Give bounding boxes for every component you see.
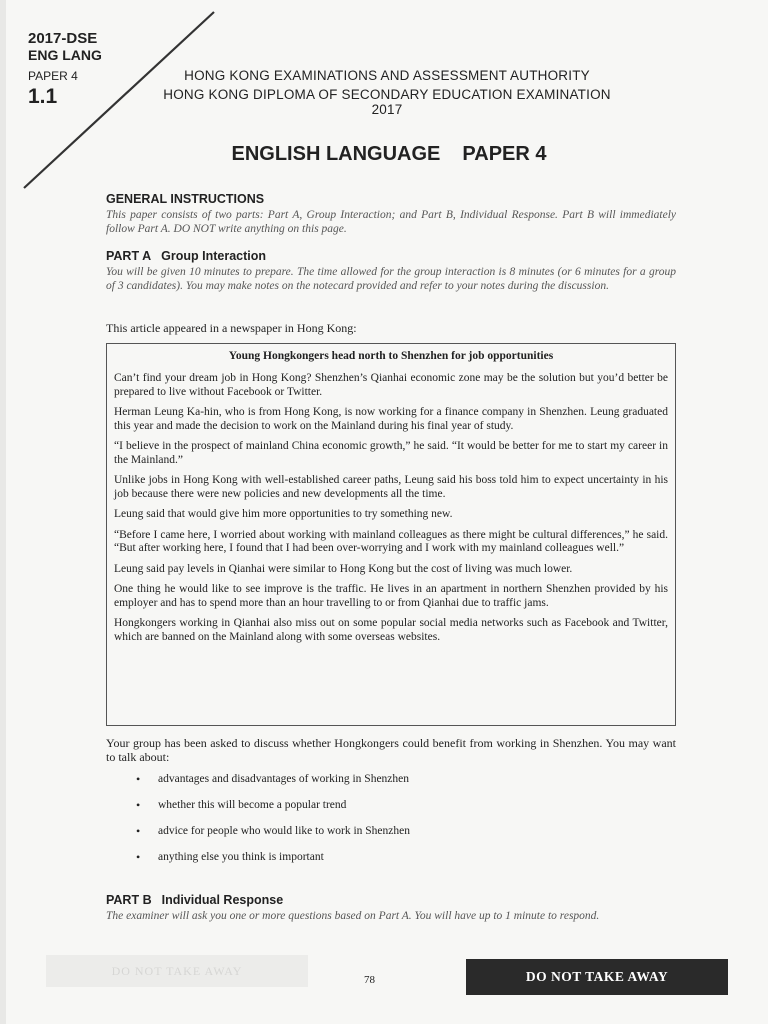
part-a-title: Group Interaction xyxy=(161,249,267,263)
bullet-icon: • xyxy=(136,798,141,812)
exam-year-code: 2017-DSE xyxy=(28,30,98,47)
part-a-label: PART A xyxy=(106,249,152,263)
article-paragraph: “I believe in the prospect of mainland China economic growth,” he said. “It would be better for me to start my career in the Mainland.” xyxy=(114,440,668,466)
part-b-title: Individual Response xyxy=(161,893,284,907)
paper-code: PAPER 4 xyxy=(28,69,78,83)
discussion-point: • advice for people who would like to work in Shenzhen xyxy=(136,824,410,838)
general-instructions-text: This paper consists of two parts: Part A, Group Interaction; and Part B, Individual Response. Part B will immediately follow Part A. DO NOT write anything on this page. xyxy=(106,209,676,235)
paper-version: 1.1 xyxy=(28,85,58,108)
do-not-take-away-banner: DO NOT TAKE AWAY xyxy=(466,959,728,995)
article-paragraph: Leung said that would give him more opportunities to try something new. xyxy=(114,508,453,520)
part-b-instructions: The examiner will ask you one or more questions based on Part A. You will have up to 1 minute to respond. xyxy=(106,910,600,922)
article-headline: Young Hongkongers head north to Shenzhen for job opportunities xyxy=(228,350,554,362)
part-a-instructions: You will be given 10 minutes to prepare. The time allowed for the group interaction is 8 minutes (or 6 minutes for a group of 3 candidates). You may make notes on the notecard provided and refer to your notes during the discussion. xyxy=(106,266,676,292)
discussion-point: • advantages and disadvantages of working in Shenzhen xyxy=(136,772,410,786)
exam-name: HONG KONG DIPLOMA OF SECONDARY EDUCATION EXAMINATION 2017 xyxy=(163,87,611,117)
bullet-icon: • xyxy=(136,772,141,786)
part-b-label: PART B xyxy=(106,893,152,907)
subject-code: ENG LANG xyxy=(28,47,102,63)
part-a-heading xyxy=(106,249,266,263)
bullet-icon: • xyxy=(136,850,141,864)
discussion-point: • whether this will become a popular trend xyxy=(136,798,347,812)
general-instructions-heading: GENERAL INSTRUCTIONS xyxy=(106,192,265,206)
article-paragraph: Can’t find your dream job in Hong Kong? Shenzhen’s Qianhai economic zone may be the solution but you’d better be prepared to live without Facebook or Twitter. xyxy=(114,372,668,398)
bullet-icon: • xyxy=(136,824,141,838)
part-b-heading xyxy=(106,893,283,907)
article-paragraph: “Before I came here, I worried about working with mainland colleagues as there might be cultural differences,” he said. “But after working here, I found that I had been over-worrying and I work with my mainland colleagues well.” xyxy=(114,528,668,554)
faded-do-not-take-away-label: DO NOT TAKE AWAY xyxy=(46,955,308,987)
article-box xyxy=(106,343,676,726)
article-paragraph: One thing he would like to see improve is the traffic. He lives in an apartment in northern Shenzhen provided by his employer and has to spend more than an hour travelling to or from Qianhai due to traffic jams. xyxy=(114,583,668,609)
article-paragraph: Hongkongers working in Qianhai also miss out on some popular social media networks such as Facebook and Twitter, which are banned on the Mainland along with some overseas websites. xyxy=(114,617,668,643)
paper-title-number: PAPER 4 xyxy=(462,143,547,165)
paper-title-subject: ENGLISH LANGUAGE xyxy=(231,143,441,165)
discussion-prompt: Your group has been asked to discuss whether Hongkongers could benefit from working in Shenzhen. You may want to talk about: xyxy=(106,736,676,764)
article-paragraph: Herman Leung Ka-hin, who is from Hong Kong, is now working for a finance company in Shenzhen. Leung graduated this year and made the decision to work on the Mainland during his final year of study. xyxy=(114,406,668,432)
article-paragraph: Unlike jobs in Hong Kong with well-established career paths, Leung said his boss told him to expect uncertainty in his job because there were new policies and new developments all the time. xyxy=(114,474,668,500)
page-number: 78 xyxy=(364,974,375,986)
article-intro: This article appeared in a newspaper in Hong Kong: xyxy=(106,321,357,335)
discussion-points xyxy=(106,770,666,874)
discussion-point: • anything else you think is important xyxy=(136,850,324,864)
authority-name: HONG KONG EXAMINATIONS AND ASSESSMENT AUTHORITY xyxy=(184,68,590,83)
article-paragraph: Leung said pay levels in Qianhai were similar to Hong Kong but the cost of living was much lower. xyxy=(114,562,573,575)
paper-title xyxy=(104,143,674,166)
